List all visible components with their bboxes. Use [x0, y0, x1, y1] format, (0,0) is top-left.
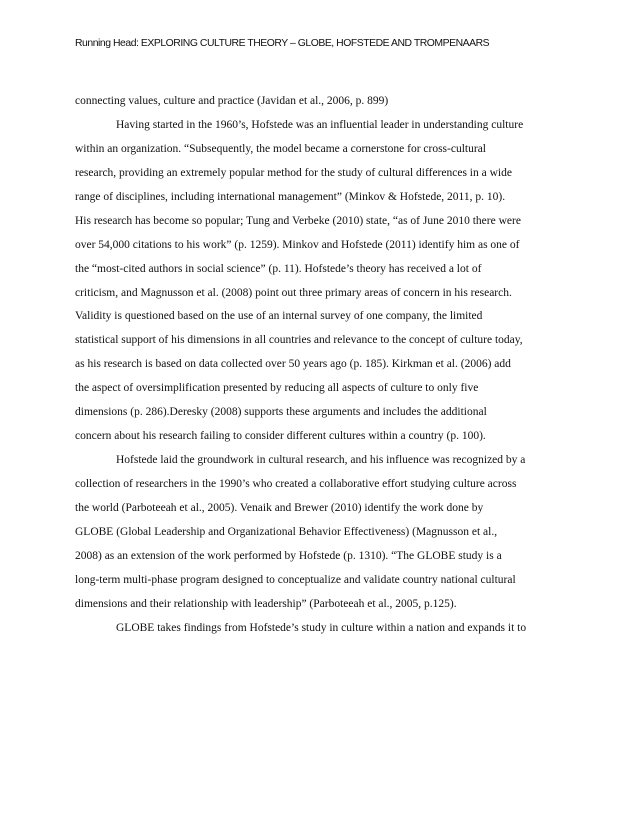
- text-line: the world (Parboteeah et al., 2005). Venaik and Brewer (2010) identify the work done by: [75, 501, 484, 514]
- text-line: the aspect of oversimplification presented by reducing all aspects of culture to only five: [75, 382, 479, 395]
- text-line: criticism, and Magnusson et al. (2008) point out three primary areas of concern in his research.: [75, 286, 512, 299]
- paragraph-first-line: GLOBE takes findings from Hofstede’s study in culture within a nation and expands it to: [116, 621, 527, 634]
- text-line: collection of researchers in the 1990’s who created a collaborative effort studying culture across: [75, 478, 517, 490]
- text-line: dimensions and their relationship with leadership” (Parboteeah et al., 2005, p.125).: [75, 597, 457, 610]
- text-line: within an organization. “Subsequently, the model became a cornerstone for cross-cultural: [75, 142, 486, 155]
- text-line: research, providing an extremely popular method for the study of cultural differences in a wide: [75, 166, 512, 179]
- text-line: over 54,000 citations to his work” (p. 1259). Minkov and Hofstede (2011) identify him as one of: [75, 238, 520, 251]
- body-text: [75, 90, 575, 641]
- text-line: concern about his research failing to consider different cultures within a country (p. 100).: [75, 430, 486, 443]
- text-line: range of disciplines, including international management” (Minkov & Hofstede, 2011, p. 10).: [75, 190, 506, 203]
- text-line: as his research is based on data collected over 50 years ago (p. 185). Kirkman et al. (2006) add: [75, 358, 511, 371]
- text-line: statistical support of his dimensions in all countries and relevance to the concept of culture today,: [75, 334, 523, 347]
- paragraph-first-line: Hofstede laid the groundwork in cultural research, and his influence was recognized by a: [116, 454, 526, 467]
- text-line: connecting values, culture and practice (Javidan et al., 2006, p. 899): [75, 95, 389, 107]
- text-line: the “most-cited authors in social science” (p. 11). Hofstede’s theory has received a lot of: [75, 262, 482, 275]
- paragraph-first-line: Having started in the 1960’s, Hofstede was an influential leader in understanding culture: [116, 118, 524, 131]
- text-line: dimensions (p. 286).Deresky (2008) supports these arguments and includes the additional: [75, 406, 487, 419]
- text-line: GLOBE (Global Leadership and Organizational Behavior Effectiveness) (Magnusson et al.,: [75, 525, 498, 538]
- text-line: His research has become so popular; Tung and Verbeke (2010) state, “as of June 2010 there were: [75, 214, 521, 227]
- text-line: Validity is questioned based on the use of an internal survey of one company, the limited: [75, 310, 483, 323]
- text-line: long-term multi-phase program designed to conceptualize and validate country national cultural: [75, 573, 516, 586]
- running-head: Running Head: EXPLORING CULTURE THEORY – GLOBE, HOFSTEDE AND TROMPENAARS: [75, 38, 490, 49]
- text-line: 2008) as an extension of the work performed by Hofstede (p. 1310). “The GLOBE study is a: [75, 549, 502, 562]
